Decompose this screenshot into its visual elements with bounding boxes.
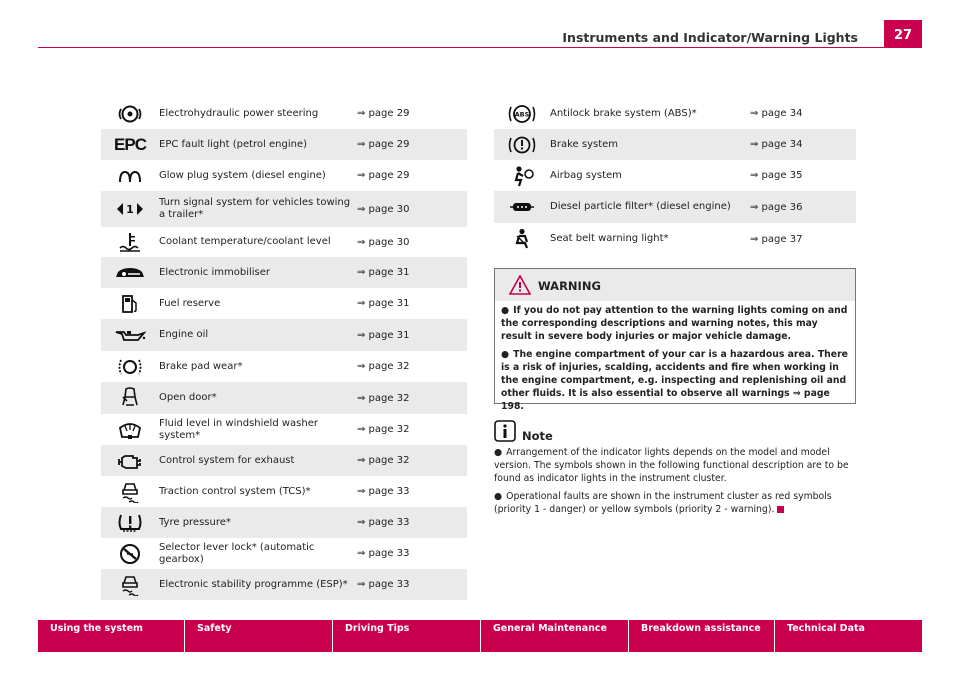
oil-can-icon — [114, 328, 146, 342]
warning-title: WARNING — [538, 279, 601, 293]
indicator-label: Open door* — [159, 382, 357, 414]
svg-text:1: 1 — [126, 203, 134, 216]
warning-page-link[interactable]: ⇒ page 198. — [501, 388, 830, 413]
warning-header — [495, 269, 855, 301]
page-reference-link[interactable]: ⇒ page 31 — [357, 298, 410, 309]
indicator-label: Brake system — [550, 129, 750, 160]
page-reference-link[interactable]: ⇒ page 34 — [750, 108, 803, 119]
table-row — [101, 414, 467, 445]
indicator-label: Electronic stability programme (ESP)* — [159, 569, 357, 600]
indicator-label: Tyre pressure* — [159, 507, 357, 538]
page-reference-link[interactable]: ⇒ page 33 — [357, 486, 410, 497]
table-row — [101, 288, 467, 319]
indicator-label: Fuel reserve — [159, 297, 221, 309]
abs-icon-text: ABS — [514, 110, 530, 118]
table-row — [494, 223, 856, 255]
note-item: ● Arrangement of the indicator lights depends on the model and model version. The symbols shown in the following functional description are to be found as indicator lights in the instrument cluster. — [494, 447, 849, 485]
indicator-label: Antilock brake system (ABS)* — [550, 107, 697, 119]
page-reference-link[interactable]: ⇒ page 32 — [357, 424, 410, 435]
right-indicator-table — [494, 98, 856, 255]
indicator-label: Electronic immobiliser — [159, 257, 357, 288]
indicator-label: EPC fault light (petrol engine) — [159, 129, 357, 160]
page-reference-link[interactable]: ⇒ page 37 — [750, 233, 803, 245]
brake-pad-icon — [118, 357, 142, 377]
table-row — [101, 445, 467, 476]
end-marker-icon — [777, 506, 784, 513]
note-title: Note — [522, 429, 553, 443]
page-reference-link[interactable]: ⇒ page 35 — [750, 170, 803, 181]
table-row — [101, 476, 467, 507]
table-row — [101, 98, 467, 129]
table-row — [101, 129, 467, 160]
tyre-pressure-icon — [117, 513, 143, 533]
page-reference-link[interactable]: ⇒ page 36 — [750, 191, 856, 223]
table-row — [494, 191, 856, 223]
table-row — [101, 538, 467, 569]
engine-exhaust-icon — [117, 452, 143, 470]
indicator-label: Diesel particle filter* (diesel engine) — [550, 191, 750, 223]
page-reference-link[interactable]: ⇒ page 29 — [357, 108, 410, 119]
indicator-label: Electrohydraulic power steering — [159, 107, 319, 119]
table-row — [101, 351, 467, 382]
stability-programme-icon — [119, 574, 141, 596]
page-reference-link[interactable]: ⇒ page 31 — [357, 319, 467, 351]
table-row — [494, 129, 856, 160]
warning-box — [494, 268, 856, 413]
airbag-icon — [509, 165, 535, 187]
abs-icon — [507, 104, 537, 124]
page-reference-link[interactable]: ⇒ page 33 — [357, 569, 467, 600]
bullet-icon: ● — [501, 348, 510, 360]
footer-tab-driving-tips[interactable]: Driving Tips — [333, 620, 480, 652]
page-reference-link[interactable]: ⇒ page 30 — [357, 236, 410, 248]
indicator-label: Coolant temperature/coolant level — [159, 236, 331, 247]
footer-tab-using-the-system[interactable]: Using the system — [38, 620, 184, 652]
table-row — [101, 257, 467, 288]
particle-filter-icon — [509, 201, 535, 213]
immobiliser-icon — [114, 267, 146, 279]
trailer-turn-signal-icon — [116, 202, 144, 216]
page-reference-link[interactable]: ⇒ page 33 — [357, 548, 410, 559]
page-reference-link[interactable]: ⇒ page 32 — [357, 445, 467, 476]
page-header-title: Instruments and Indicator/Warning Lights — [562, 30, 858, 45]
table-row — [101, 319, 467, 351]
seat-belt-icon — [511, 228, 533, 250]
page-number: 27 — [884, 20, 922, 48]
indicator-label: Selector lever lock* (automatic gearbox) — [159, 541, 315, 565]
page-reference-link[interactable]: ⇒ page 33 — [357, 507, 467, 538]
indicator-label: Engine oil — [159, 319, 357, 351]
warning-item: ● The engine compartment of your car is a hazardous area. There is a risk of injuries, scalding, accidents and fire when working in the engine compartment, e.g. inspecting and replenishing oil and other fluids. It is also essential to observe all warnings ⇒ page 198. — [501, 348, 848, 413]
page-reference-link[interactable]: ⇒ page 32 — [357, 382, 467, 414]
power-steering-icon — [117, 105, 143, 123]
page-reference-link[interactable]: ⇒ page 31 — [357, 257, 467, 288]
page-reference-link[interactable]: ⇒ page 29 — [357, 170, 410, 181]
table-row — [101, 507, 467, 538]
coolant-temperature-icon — [119, 232, 141, 252]
table-row — [494, 98, 856, 129]
footer-nav — [38, 620, 922, 652]
open-door-icon — [121, 387, 139, 409]
indicator-label: Fluid level in windshield washer system* — [159, 417, 318, 441]
header-rule — [38, 47, 922, 48]
table-row — [101, 569, 467, 600]
warning-triangle-icon — [509, 275, 531, 295]
table-row — [101, 160, 467, 191]
footer-tab-technical-data[interactable]: Technical Data — [775, 620, 922, 652]
note-item: ● Operational faults are shown in the instrument cluster as red symbols (priority 1 - danger) or yellow symbols (priority 2 - warning). — [494, 490, 832, 515]
indicator-label: Traction control system (TCS)* — [159, 485, 311, 497]
selector-lever-lock-icon — [119, 543, 141, 565]
indicator-label: Glow plug system (diesel engine) — [159, 169, 326, 181]
footer-tab-general-maintenance[interactable]: General Maintenance — [481, 620, 628, 652]
footer-tab-safety[interactable]: Safety — [185, 620, 332, 652]
traction-control-icon — [119, 481, 141, 503]
fuel-pump-icon — [121, 294, 139, 314]
bullet-icon: ● — [494, 447, 503, 458]
page-reference-link[interactable]: ⇒ page 34 — [750, 129, 856, 160]
indicator-label: Turn signal system for vehicles towing a trailer* — [159, 191, 357, 227]
note-body — [494, 446, 864, 520]
table-row — [101, 382, 467, 414]
washer-fluid-icon — [117, 420, 143, 440]
table-row — [494, 160, 856, 191]
glow-plug-icon — [117, 168, 143, 184]
page-reference-link[interactable]: ⇒ page 29 — [357, 129, 467, 160]
indicator-label: Control system for exhaust — [159, 445, 357, 476]
warning-item: ● If you do not pay attention to the warning lights coming on and the corresponding descriptions and warning notes, this may result in severe body injuries or major vehicle damage. — [501, 305, 848, 343]
indicator-label: Airbag system — [550, 169, 622, 181]
brake-system-icon — [507, 135, 537, 155]
epc-icon: EPC — [114, 134, 146, 154]
left-indicator-table — [101, 98, 467, 600]
table-row — [101, 191, 467, 227]
footer-tab-breakdown-assistance[interactable]: Breakdown assistance — [629, 620, 774, 652]
warning-body — [495, 301, 855, 414]
table-row — [101, 227, 467, 257]
bullet-icon: ● — [494, 490, 503, 502]
page-reference-link[interactable]: ⇒ page 32 — [357, 361, 410, 372]
page-reference-link[interactable]: ⇒ page 30 — [357, 191, 467, 227]
bullet-icon: ● — [501, 305, 510, 316]
indicator-label: Seat belt warning light* — [550, 233, 669, 244]
info-icon — [494, 420, 516, 442]
indicator-label: Brake pad wear* — [159, 360, 243, 372]
